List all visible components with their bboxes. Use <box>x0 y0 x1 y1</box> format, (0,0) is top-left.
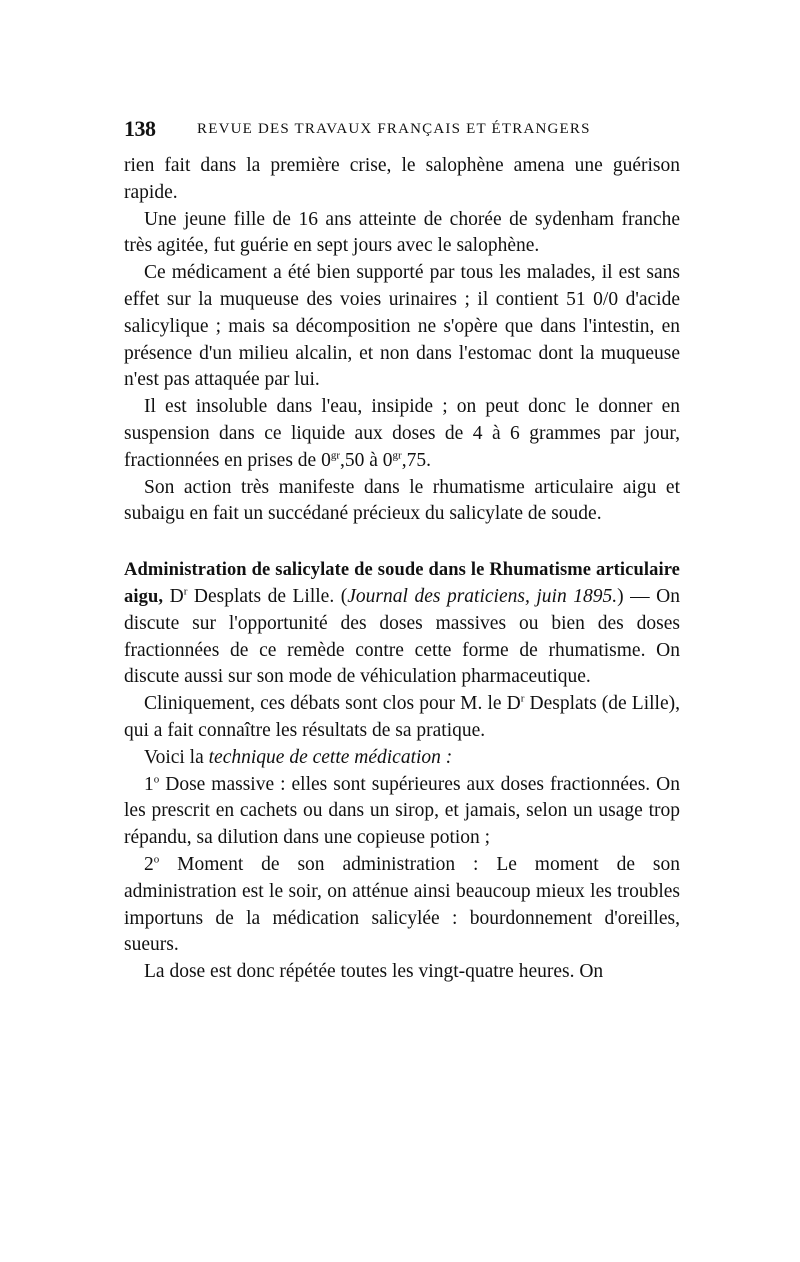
author-title-sup: r <box>183 585 188 598</box>
author-name: Desplats de Lille. ( <box>187 585 348 607</box>
body-text <box>124 153 680 986</box>
clinical-text-a: Cliniquement, ces débats sont clos pour M. le D <box>144 693 521 715</box>
journal-citation: Journal des praticiens, juin 1895. <box>347 585 618 607</box>
doctor-sup: r <box>520 692 525 705</box>
page-number: 138 <box>124 116 156 141</box>
author-prefix: D <box>163 585 184 607</box>
paragraph-clinical <box>124 691 680 745</box>
paragraph-chorea-case: Une jeune fille de 16 ans atteinte de chorée de sydenham franche très agitée, fut guérie en sept jours avec le salophène. <box>124 208 680 257</box>
paragraph-repeat: La dose est donc répétée toutes les vingt-quatre heures. On <box>144 961 604 983</box>
item-number-2: 2 <box>144 853 154 875</box>
paragraph-timing <box>124 852 680 959</box>
page-header <box>124 116 680 142</box>
article-heading: Administration de salicylate de soude dans le Rhumatisme articulaire aigu, <box>124 560 680 607</box>
ordinal-sup-1: o <box>153 773 160 786</box>
gram-abbrev-2: gr <box>392 449 402 462</box>
clinical-text-b: Desplats (de Lille), qui a fait connaître les résultats de sa pratique. <box>124 693 680 741</box>
paragraph-dosage <box>124 394 680 474</box>
timing-text: Moment de son administration : Le moment de son administration est le soir, on atténue ainsi beaucoup mieux les troubles importuns de la médication salicylée : bourdonnement d'oreilles, sueurs. <box>124 853 680 956</box>
intro-rest: ) — On discute sur l'opportunité des doses massives ou bien des doses fractionnées de ce remède contre cette forme de rhumatisme. On discute aussi sur son mode de véhiculation pharmaceutique. <box>124 585 681 688</box>
paragraph-tolerance: Ce médicament a été bien supporté par tous les malades, il est sans effet sur la muqueuse des voies urinaires ; il contient 51 0/0 d'acide salicylique ; mais sa décomposition ne s'opère que dans l'intestin, en présence d'un milieu alcalin, et non dans l'estomac dont la muqueuse n'est pas attaquée par lui. <box>124 262 680 391</box>
technique-italic: technique de cette médication : <box>208 746 453 768</box>
paragraph-rheumatism-action: Son action très manifeste dans le rhumatisme articulaire aigu et subaigu en fait un succédané précieux du salicylate de soude. <box>124 476 680 525</box>
running-title: REVUE DES TRAVAUX FRANÇAIS ET ÉTRANGERS <box>197 121 591 137</box>
paragraph-continuation: rien fait dans la première crise, le salophène amena une guérison rapide. <box>124 155 680 203</box>
article-salicylate <box>124 557 680 986</box>
paragraph-technique <box>124 745 680 772</box>
ordinal-sup-2: o <box>153 853 160 866</box>
dosage-text-b: ,50 à 0 <box>340 449 393 471</box>
dosage-text-a: Il est insoluble dans l'eau, insipide ; on peut donc le donner en suspension dans ce liquide aux doses de 4 à 6 grammes par jour, fractionnées en prises de 0 <box>124 396 680 471</box>
paragraph-massive-dose <box>124 772 680 852</box>
gram-abbrev-1: gr <box>330 449 341 462</box>
dosage-text-c: ,75. <box>401 449 431 471</box>
technique-prefix: Voici la <box>144 746 209 768</box>
article-intro <box>124 557 680 691</box>
item-number-1: 1 <box>144 773 154 795</box>
massive-dose-text: Dose massive : elles sont supérieures aux doses fractionnées. On les prescrit en cachets ou dans un sirop, et jamais, selon un usage trop répandu, sa dilution dans une copieuse potion ; <box>124 773 680 849</box>
